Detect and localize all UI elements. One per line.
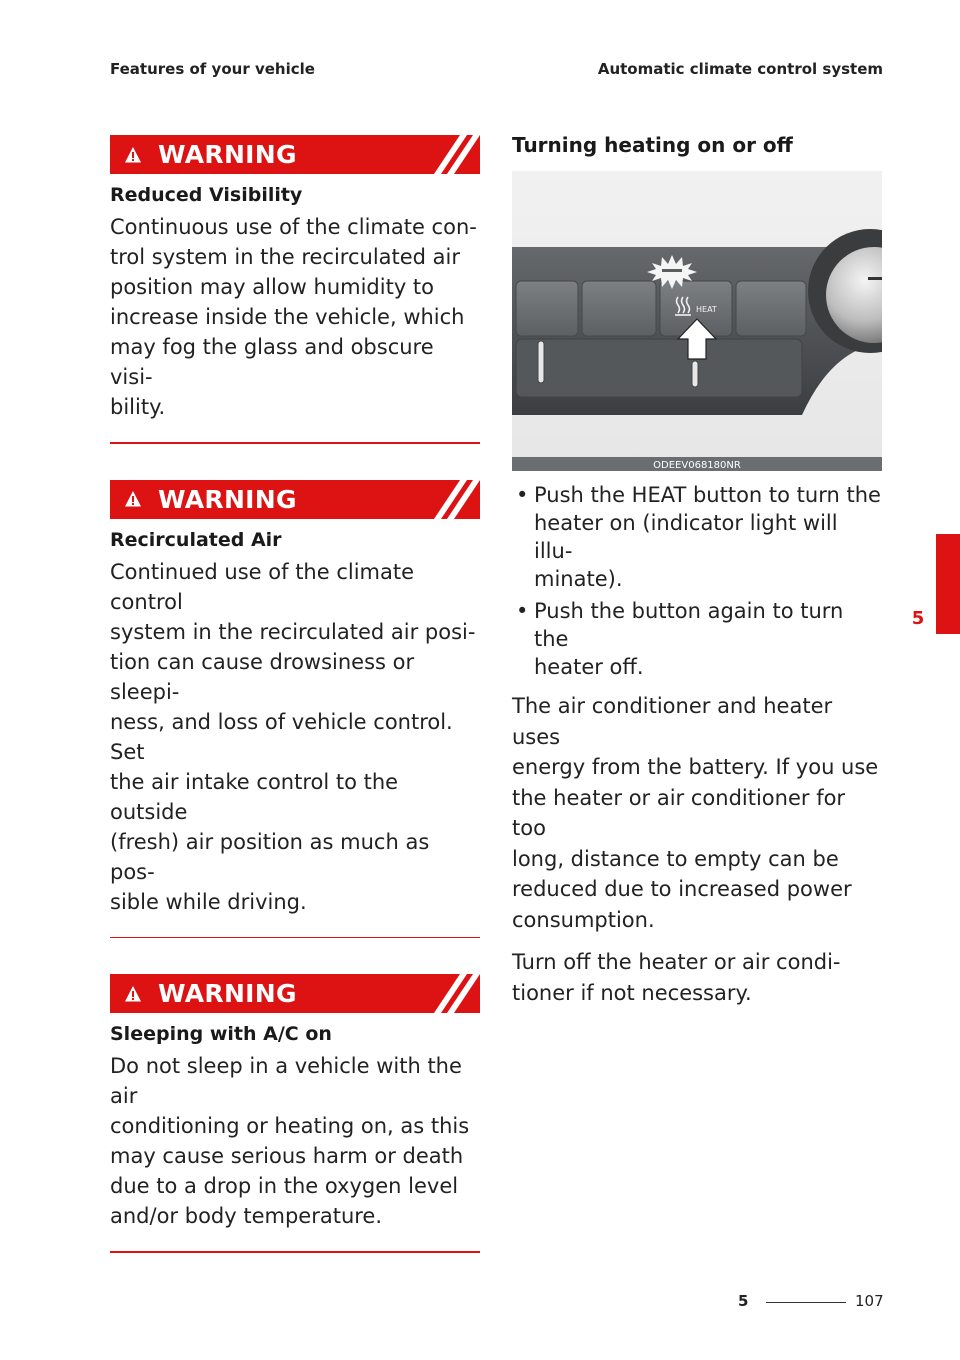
warning-triangle-icon xyxy=(124,490,142,508)
text-line: may fog the glass and obscure visi- xyxy=(110,335,434,389)
warning-box-reduced-visibility xyxy=(110,135,480,444)
text-line: system in the recirculated air posi- xyxy=(110,619,476,644)
page-number: 107 xyxy=(855,1292,884,1310)
warning-divider xyxy=(110,442,480,444)
text-line: reduced due to increased power xyxy=(512,877,852,901)
text-line: Turn off the heater or air condi- xyxy=(512,950,841,974)
paragraph xyxy=(512,947,882,1008)
warning-triangle-icon xyxy=(124,985,142,1003)
text-line: tion can cause drowsiness or sleepi- xyxy=(110,649,415,704)
warning-body xyxy=(110,557,480,917)
text-line: minate). xyxy=(534,567,623,591)
warning-box-sleeping-ac xyxy=(110,974,480,1253)
image-caption: ODEEV068180NR xyxy=(653,460,741,471)
text-line: increase inside the vehicle, which xyxy=(110,305,465,329)
text-line: tioner if not necessary. xyxy=(512,980,752,1005)
list-item xyxy=(512,597,882,681)
right-column xyxy=(512,133,882,1020)
bullet-list xyxy=(512,481,882,681)
warning-box-recirculated-air xyxy=(110,480,480,939)
warning-stripes xyxy=(434,135,480,174)
warning-triangle-icon xyxy=(124,146,142,164)
text-line: the heater or air conditioner for too xyxy=(512,785,846,840)
running-header-left: Features of your vehicle xyxy=(110,60,315,78)
text-line: ness, and loss of vehicle control. Set xyxy=(110,709,453,764)
warning-body xyxy=(110,212,480,422)
text-line: Push the HEAT button to turn the xyxy=(534,483,881,507)
section-title: Turning heating on or off xyxy=(512,133,793,157)
text-line: heater off. xyxy=(534,655,644,679)
left-column xyxy=(110,135,480,1289)
paragraph xyxy=(512,691,882,935)
warning-subtitle: Sleeping with A/C on xyxy=(110,1023,332,1045)
warning-subtitle: Recirculated Air xyxy=(110,528,282,551)
text-line: Continuous use of the climate con- xyxy=(110,215,477,239)
text-line: long, distance to empty can be xyxy=(512,846,839,871)
text-line: Push the button again to turn the xyxy=(534,599,844,651)
chapter-tab xyxy=(936,534,960,634)
text-line: (fresh) air position as much as pos- xyxy=(110,829,430,884)
list-item xyxy=(512,481,882,593)
footer-chapter: 5 xyxy=(738,1292,749,1310)
text-line: The air conditioner and heater uses xyxy=(512,694,833,749)
warning-divider xyxy=(110,1251,480,1253)
bullet-marker: • xyxy=(516,599,529,623)
warning-label: WARNING xyxy=(158,979,297,1008)
warning-banner xyxy=(110,480,480,519)
text-line: may cause serious harm or death xyxy=(110,1144,464,1168)
warning-subtitle: Reduced Visibility xyxy=(110,184,303,206)
text-line: conditioning or heating on, as this xyxy=(110,1114,470,1138)
bullet-marker: • xyxy=(516,483,529,507)
warning-label: WARNING xyxy=(158,140,297,169)
running-header-right: Automatic climate control system xyxy=(597,60,883,78)
text-line: heater on (indicator light will illu- xyxy=(534,511,838,563)
text-line: position may allow humidity to xyxy=(110,275,435,299)
warning-stripes xyxy=(434,480,480,519)
warning-banner xyxy=(110,974,480,1013)
text-line: and/or body temperature. xyxy=(110,1204,383,1228)
text-line: Continued use of the climate control xyxy=(110,559,415,614)
footer-divider xyxy=(766,1302,846,1303)
chapter-tab-number: 5 xyxy=(911,608,925,629)
text-line: the air intake control to the outside xyxy=(110,769,399,824)
text-line: Do not sleep in a vehicle with the air xyxy=(110,1054,462,1108)
warning-stripes xyxy=(434,974,480,1013)
warning-label: WARNING xyxy=(158,484,297,514)
text-line: bility. xyxy=(110,395,166,419)
text-line: consumption. xyxy=(512,907,655,932)
heat-button-label: HEAT xyxy=(696,305,717,314)
text-line: energy from the battery. If you use xyxy=(512,755,879,779)
warning-body xyxy=(110,1051,480,1231)
text-line: sible while driving. xyxy=(110,889,307,914)
climate-control-photo xyxy=(512,171,882,471)
text-line: due to a drop in the oxygen level xyxy=(110,1174,459,1198)
text-line: trol system in the recirculated air xyxy=(110,245,461,269)
warning-banner xyxy=(110,135,480,174)
warning-divider xyxy=(110,937,480,939)
